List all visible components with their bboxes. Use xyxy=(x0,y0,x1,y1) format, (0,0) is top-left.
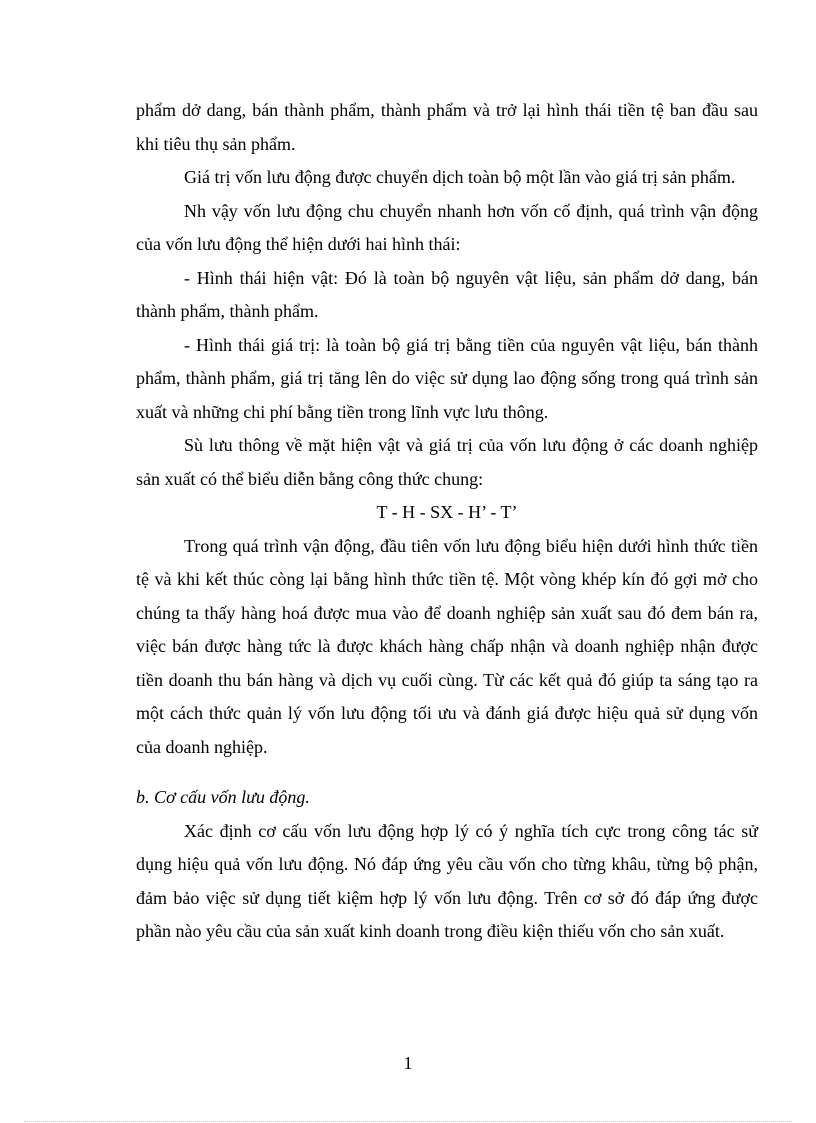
paragraph: Sù lưu thông về mặt hiện vật và giá trị của vốn lưu động ở các doanh nghiệp sản xuất có thể biểu diễn bằng công thức chung: xyxy=(136,435,758,489)
section-heading: b. Cơ cấu vốn lưu động. xyxy=(136,787,310,807)
body-text xyxy=(136,94,758,949)
formula: T - H - SX - H’ - T’ xyxy=(376,502,518,522)
paragraph: Nh vậy vốn lưu động chu chuyển nhanh hơn vốn cố định, quá trình vận động của vốn lưu động thể hiện dưới hai hình thái: xyxy=(136,200,758,254)
page-number: 1 xyxy=(403,1053,413,1073)
paragraph: Giá trị vốn lưu động được chuyển dịch toàn bộ một lần vào giá trị sản phẩm. xyxy=(184,167,736,187)
footer-divider xyxy=(24,1121,792,1122)
paragraph: Trong quá trình vận động, đầu tiên vốn lưu động biểu hiện dưới hình thức tiền tệ và khi kết thúc còng lại bằng hình thức tiền tệ. Một vòng khép kín đó gợi mở cho chúng ta thấy hàng hoá được mua vào để doanh nghiệp sản xuất sau đó đem bán ra, việc bán được hàng tức là được khách hàng chấp nhận và doanh nghiệp nhận được tiền doanh thu bán hàng và dịch vụ cuối cùng. Từ các kết quả đó giúp ta sáng tạo ra một cách thức quản lý vốn lưu động tối ưu và đánh giá được hiệu quả sử dụng vốn của doanh nghiệp. xyxy=(136,535,758,757)
paragraph: - Hình thái hiện vật: Đó là toàn bộ nguyên vật liệu, sản phẩm dở dang, bán thành phẩm, thành phẩm. xyxy=(136,267,758,321)
paragraph: phẩm dở dang, bán thành phẩm, thành phẩm và trở lại hình thái tiền tệ ban đầu sau khi tiêu thụ sản phẩm. xyxy=(136,100,758,154)
paragraph: Xác định cơ cấu vốn lưu động hợp lý có ý nghĩa tích cực trong công tác sử dụng hiệu quả vốn lưu động. Nó đáp ứng yêu cầu vốn cho từng khâu, từng bộ phận, đảm bảo việc sử dụng tiết kiệm hợp lý vốn lưu động. Trên cơ sở đó đáp ứng được phần nào yêu cầu của sản xuất kinh doanh trong điều kiện thiếu vốn cho sản xuất. xyxy=(136,820,758,941)
paragraph: - Hình thái giá trị: là toàn bộ giá trị bằng tiền của nguyên vật liệu, bán thành phẩm, thành phẩm, giá trị tăng lên do việc sử dụng lao động sống trong quá trình sản xuất và những chi phí bằng tiền trong lĩnh vực lưu thông. xyxy=(136,334,758,422)
